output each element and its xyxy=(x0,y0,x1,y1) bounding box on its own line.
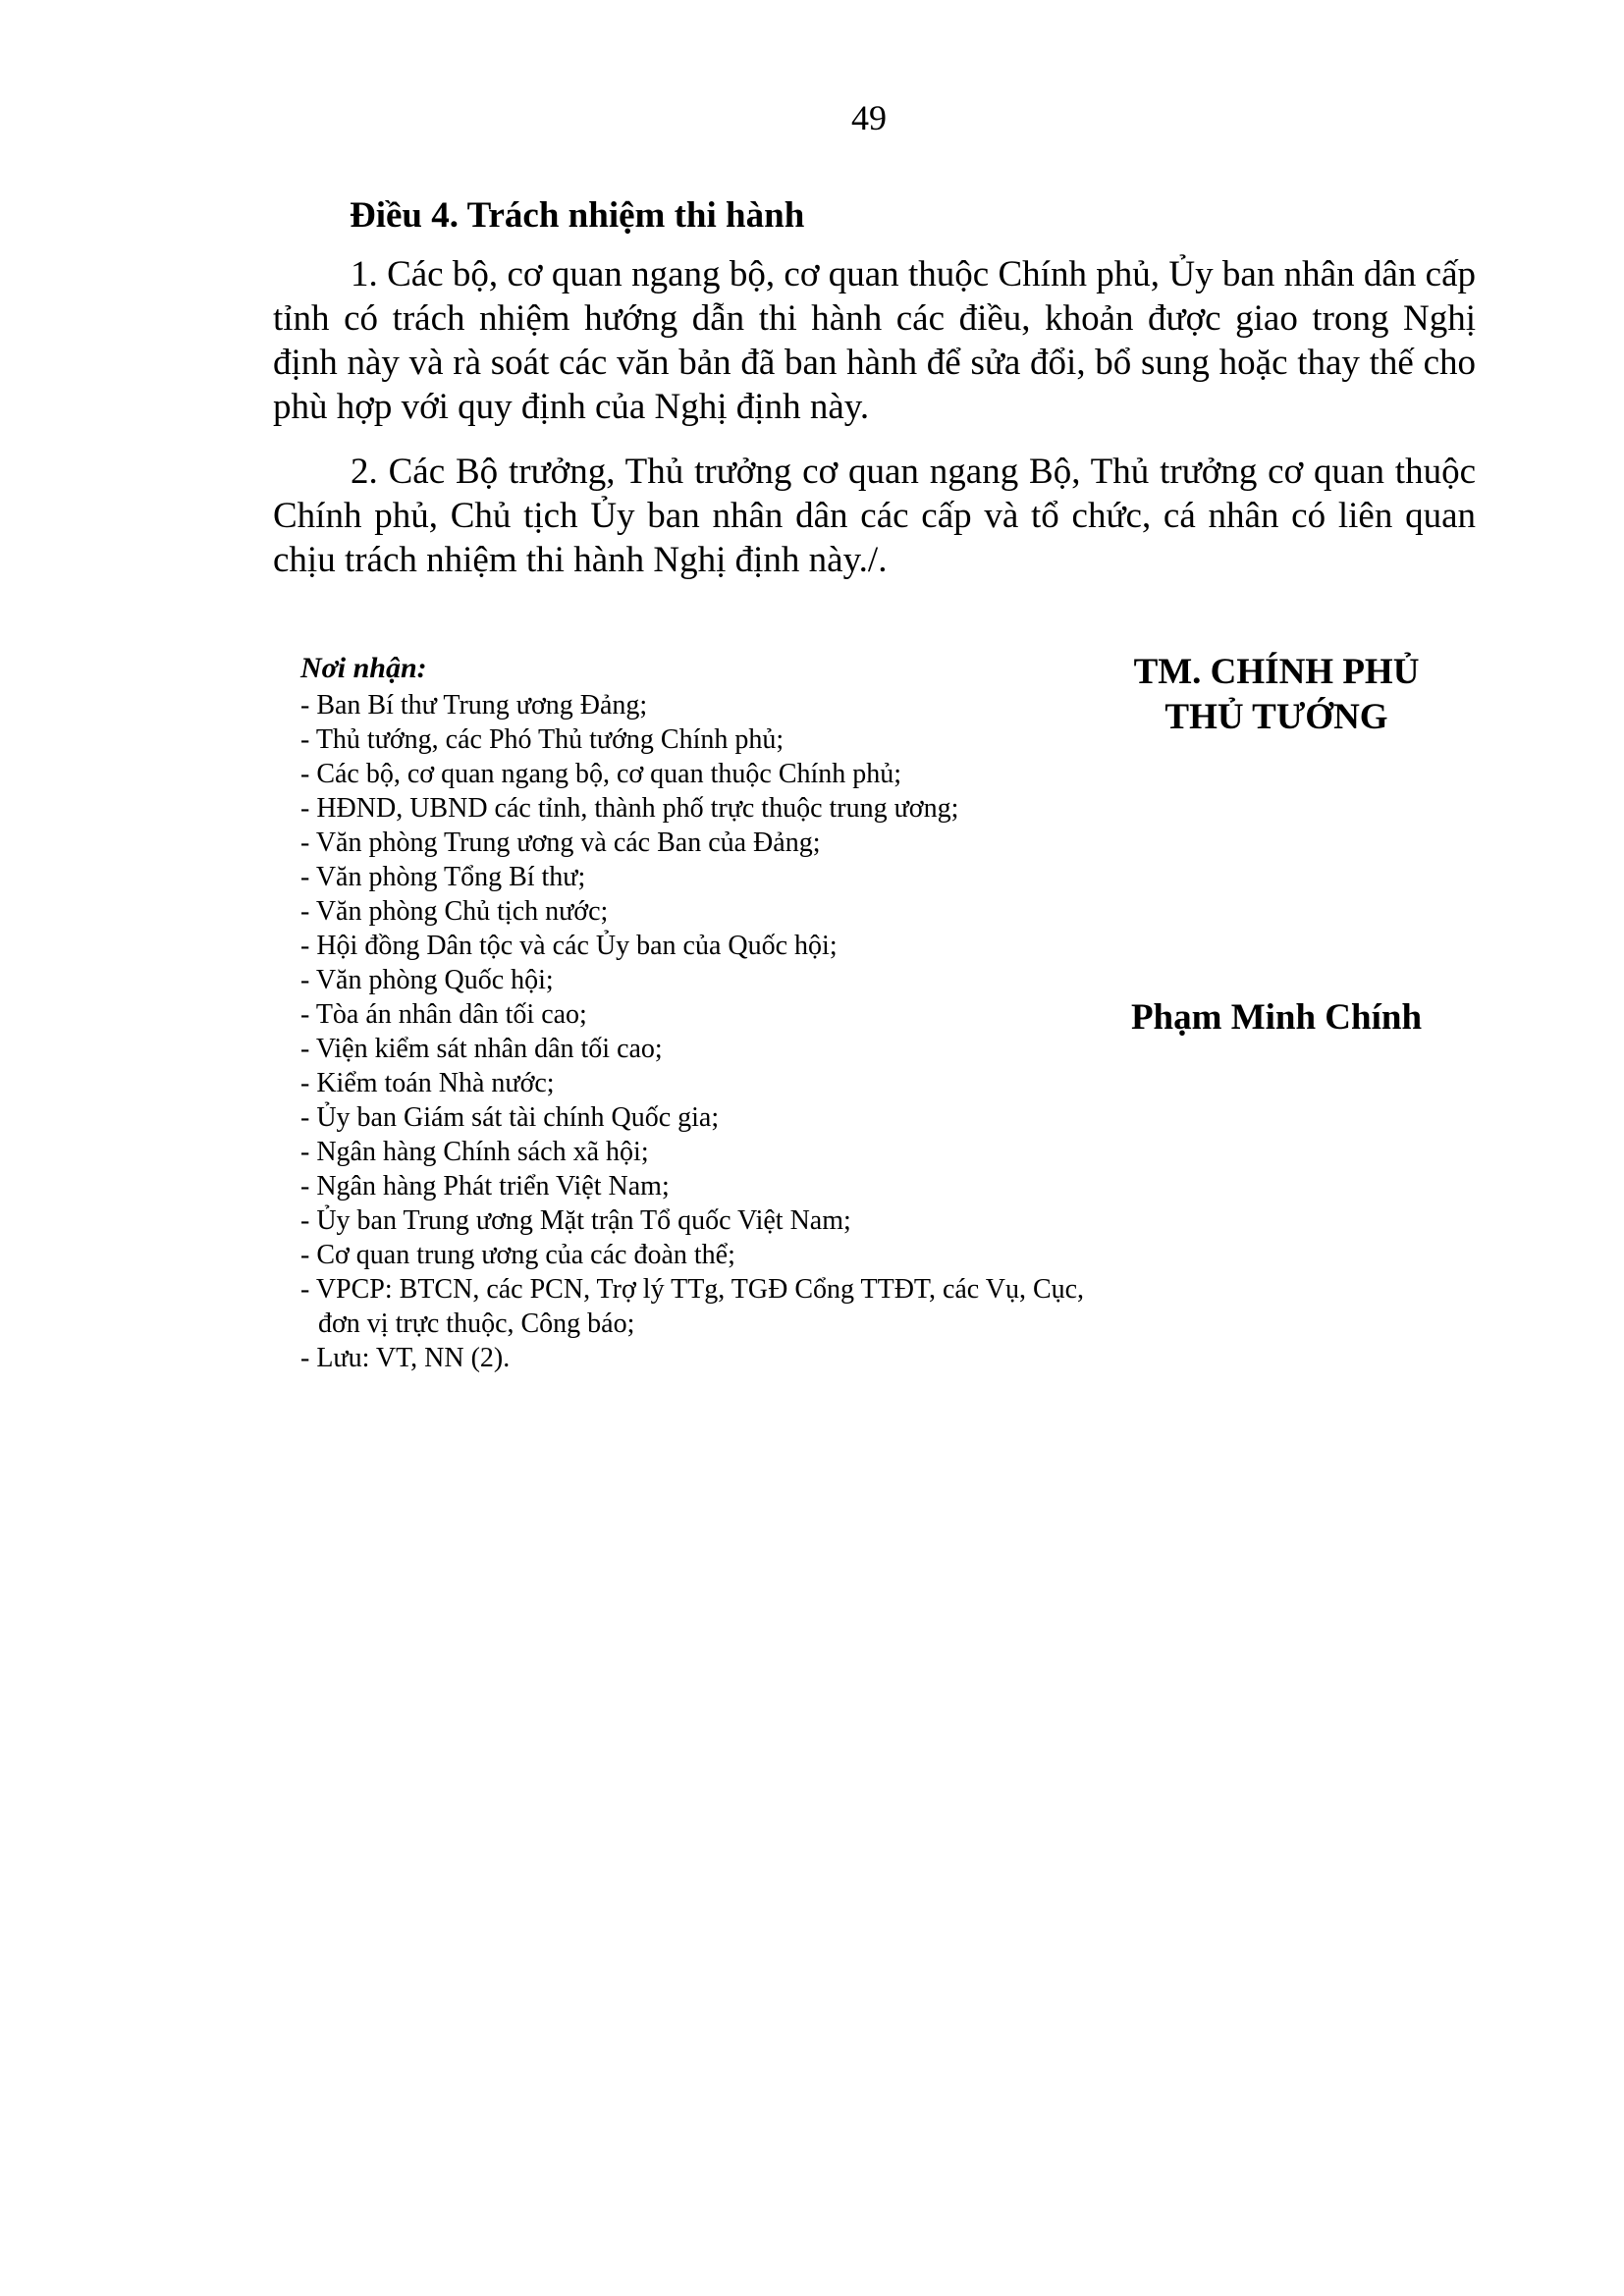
recipient-item: - Lưu: VT, NN (2). xyxy=(300,1343,511,1373)
signatory-name: Phạm Minh Chính xyxy=(1130,997,1423,1038)
recipient-item: - Cơ quan trung ương của các đoàn thể; xyxy=(300,1240,735,1270)
recipient-item: - Ban Bí thư Trung ương Đảng; xyxy=(300,690,648,721)
recipients-title: Nơi nhận: xyxy=(300,652,427,684)
recipients-block xyxy=(300,651,1092,1375)
recipient-item: - Kiểm toán Nhà nước; xyxy=(300,1068,555,1098)
article-heading: Điều 4. Trách nhiệm thi hành xyxy=(350,195,805,236)
recipient-item: - Văn phòng Quốc hội; xyxy=(300,965,554,995)
recipients-list xyxy=(300,688,1092,1375)
recipient-item: - Thủ tướng, các Phó Thủ tướng Chính phủ; xyxy=(300,724,785,755)
article-clause-2: 2. Các Bộ trưởng, Thủ trưởng cơ quan ngang Bộ, Thủ trưởng cơ quan thuộc Chính phủ, Chủ tịch Ủy ban nhân dân các cấp và tổ chức, cá nhân có liên quan chịu trách nhiệm thi hành Nghị định này./. xyxy=(273,452,1476,580)
recipient-item: - HĐND, UBND các tỉnh, thành phố trực thuộc trung ương; xyxy=(300,793,959,824)
signature-block xyxy=(1080,650,1473,1038)
recipient-item: - Ủy ban Trung ương Mặt trận Tổ quốc Việt Nam; xyxy=(300,1205,851,1236)
recipient-item: - Ngân hàng Phát triển Việt Nam; xyxy=(300,1171,670,1201)
recipient-item: - VPCP: BTCN, các PCN, Trợ lý TTg, TGĐ Cổng TTĐT, các Vụ, Cục, đơn vị trực thuộc, Công báo; xyxy=(300,1274,1092,1339)
recipient-item: - Ngân hàng Chính sách xã hội; xyxy=(300,1137,649,1167)
recipient-item: - Văn phòng Chủ tịch nước; xyxy=(300,896,609,927)
recipient-item: - Hội đồng Dân tộc và các Ủy ban của Quốc hội; xyxy=(300,931,838,961)
page-number: 49 xyxy=(851,98,887,137)
recipient-item: - Các bộ, cơ quan ngang bộ, cơ quan thuộc Chính phủ; xyxy=(300,759,902,789)
recipient-item: - Viện kiểm sát nhân dân tối cao; xyxy=(300,1034,663,1064)
signature-title: THỦ TƯỚNG xyxy=(1164,697,1388,737)
recipient-item: - Văn phòng Tổng Bí thư; xyxy=(300,862,586,892)
signature-organization: TM. CHÍNH PHỦ xyxy=(1133,652,1420,692)
recipient-item: - Ủy ban Giám sát tài chính Quốc gia; xyxy=(300,1102,720,1133)
recipient-item: - Tòa án nhân dân tối cao; xyxy=(300,999,587,1030)
recipient-item: - Văn phòng Trung ương và các Ban của Đảng; xyxy=(300,828,821,858)
article-clause-1: 1. Các bộ, cơ quan ngang bộ, cơ quan thuộc Chính phủ, Ủy ban nhân dân cấp tỉnh có trách nhiệm hướng dẫn thi hành các điều, khoản được giao trong Nghị định này và rà soát các văn bản đã ban hành để sửa đổi, bổ sung hoặc thay thế cho phù hợp với quy định của Nghị định này. xyxy=(273,254,1476,427)
